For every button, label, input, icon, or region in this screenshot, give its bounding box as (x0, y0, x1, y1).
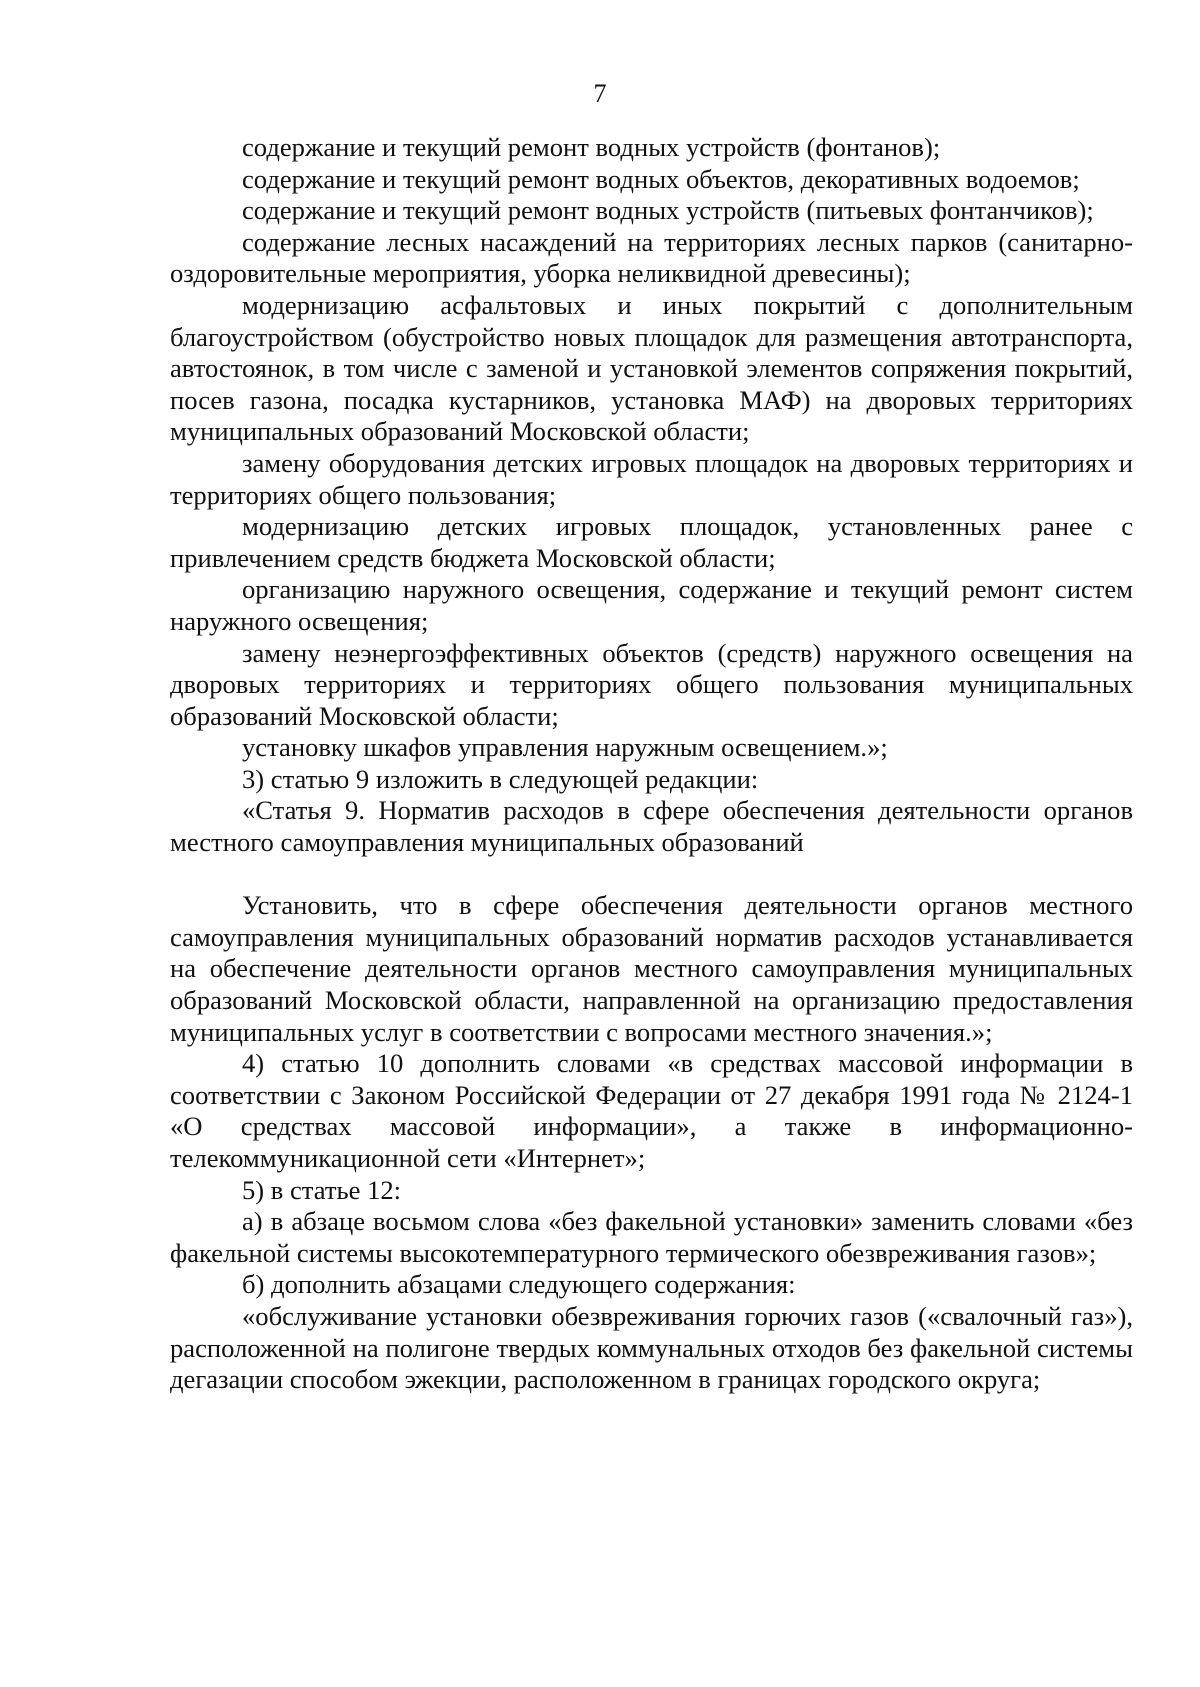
paragraph-14: 4) статью 10 дополнить словами «в средствах массовой информации в соответствии с Законом Российской Федерации от 27 декабря 1991 года № 2124-1 «О средствах массовой информации», а также в информационно-телекоммуникационной сети «Интернет»; (170, 1048, 1133, 1173)
paragraph-10: установку шкафов управления наружным освещением.»; (242, 732, 888, 763)
paragraph-17: б) дополнить абзацами следующего содержания: (242, 1269, 796, 1300)
paragraph-13: Установить, что в сфере обеспечения деятельности органов местного самоуправления муниципальных образований норматив расходов устанавливается на обеспечение деятельности органов местного самоуправления муниципальных образований Московской области, направленной на организацию предоставления муниципальных услуг в соответствии с вопросами местного значения.»; (170, 890, 1133, 1047)
paragraph-1: содержание и текущий ремонт водных устройств (фонтанов); (242, 132, 941, 162)
paragraph-7: модернизацию детских игровых площадок, установленных ранее с привлечением средств бюджета Московской области; (170, 511, 1133, 573)
paragraph-6: замену оборудования детских игровых площадок на дворовых территориях и территориях общего пользования; (170, 447, 1133, 510)
article-9-heading: «Статья 9. Норматив расходов в сфере обеспечения деятельности органов местного самоуправления муниципальных образований (170, 795, 1133, 858)
blank-line (170, 859, 1133, 891)
paragraph-8: организацию наружного освещения, содержание и текущий ремонт систем наружного освещения; (170, 574, 1133, 636)
paragraph-15: 5) в статье 12: (242, 1174, 402, 1205)
page-number: 7 (593, 79, 607, 108)
paragraph-9: замену неэнергоэффективных объектов (средств) наружного освещения на дворовых территориях и территориях общего пользования муниципальных образований Московской области; (170, 637, 1133, 731)
paragraph-18: «обслуживание установки обезвреживания горючих газов («свалочный газ»), расположенной на полигоне твердых коммунальных отходов без факельной системы дегазации способом эжекции, расположенном в границах городского округа; (170, 1300, 1133, 1395)
paragraph-16: а) в абзаце восьмом слова «без факельной установки» заменить словами «без факельной системы высокотемпературного термического обезвреживания газов»; (170, 1206, 1133, 1268)
paragraph-4: содержание лесных насаждений на территориях лесных парков (санитарно-оздоровительные мероприятия, уборка неликвидной древесины); (170, 226, 1133, 289)
paragraph-2: содержание и текущий ремонт водных объектов, декоративных водоемов; (242, 163, 1080, 194)
paragraph-5: модернизацию асфальтовых и иных покрытий с дополнительным благоустройством (обустройство новых площадок для размещения автотранспорта, автостоянок, в том числе с заменой и установкой элементов сопряжения покрытий, посев газона, посадка кустарников, установка МАФ) на дворовых территориях муниципальных образований Московской области; (170, 289, 1133, 447)
paragraph-3: содержание и текущий ремонт водных устройств (питьевых фонтанчиков); (242, 195, 1094, 226)
document-body (170, 132, 1133, 1396)
paragraph-11: 3) статью 9 изложить в следующей редакции: (242, 763, 759, 794)
